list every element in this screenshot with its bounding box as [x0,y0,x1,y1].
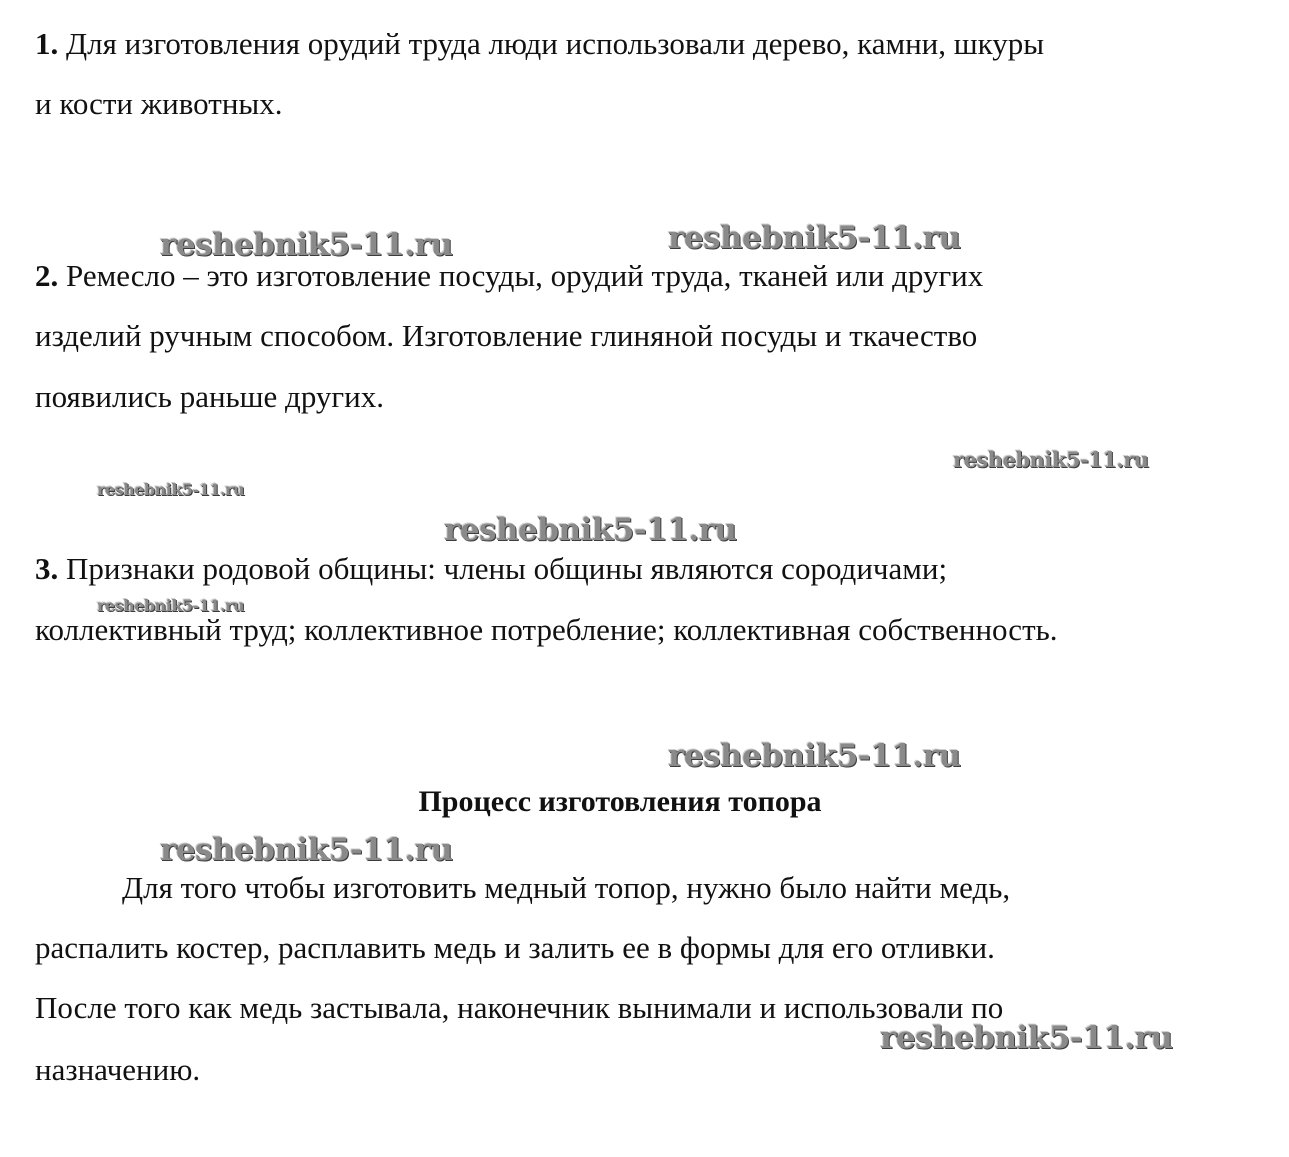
watermark: reshebnik5-11.ru [444,512,737,548]
answer-2-text: Ремесло – это изготовление посуды, орудий труда, тканей или других [66,258,984,293]
answer-1-number: 1. [35,26,59,61]
answer-1-line-1 [35,24,1044,64]
section-line-1: Для того чтобы изготовить медный топор, нужно было найти медь, [122,870,1011,905]
answer-3-line-1 [35,549,947,589]
watermark: reshebnik5-11.ru [953,447,1149,472]
watermark: reshebnik5-11.ru [668,220,961,256]
section-line-4: назначению. [35,1052,201,1087]
answer-3-text: Признаки родовой общины: члены общины являются сородичами; [66,551,948,586]
answer-3-line-2: коллективный труд; коллективное потребление; коллективная собственность. [35,612,1058,647]
answer-2-line-3: появились раньше других. [35,379,384,414]
watermark: reshebnik5-11.ru [97,596,245,615]
answer-3-number: 3. [35,551,59,586]
watermark: reshebnik5-11.ru [160,832,453,868]
answer-2-line-1 [35,256,983,296]
answer-1-text: Для изготовления орудий труда люди использовали дерево, камни, шкуры [66,26,1045,61]
answer-1-line-2: и кости животных. [35,86,283,121]
answer-2-number: 2. [35,258,59,293]
answer-2-line-2: изделий ручным способом. Изготовление глиняной посуды и ткачество [35,318,978,353]
watermark: reshebnik5-11.ru [160,227,453,263]
section-title: Процесс изготовления топора [418,785,822,818]
watermark: reshebnik5-11.ru [880,1020,1173,1056]
watermark: reshebnik5-11.ru [97,480,245,499]
section-line-2: распалить костер, расплавить медь и залить ее в формы для его отливки. [35,930,995,965]
watermark: reshebnik5-11.ru [668,738,961,774]
section-line-3: После того как медь застывала, наконечник вынимали и использовали по [35,990,1004,1025]
